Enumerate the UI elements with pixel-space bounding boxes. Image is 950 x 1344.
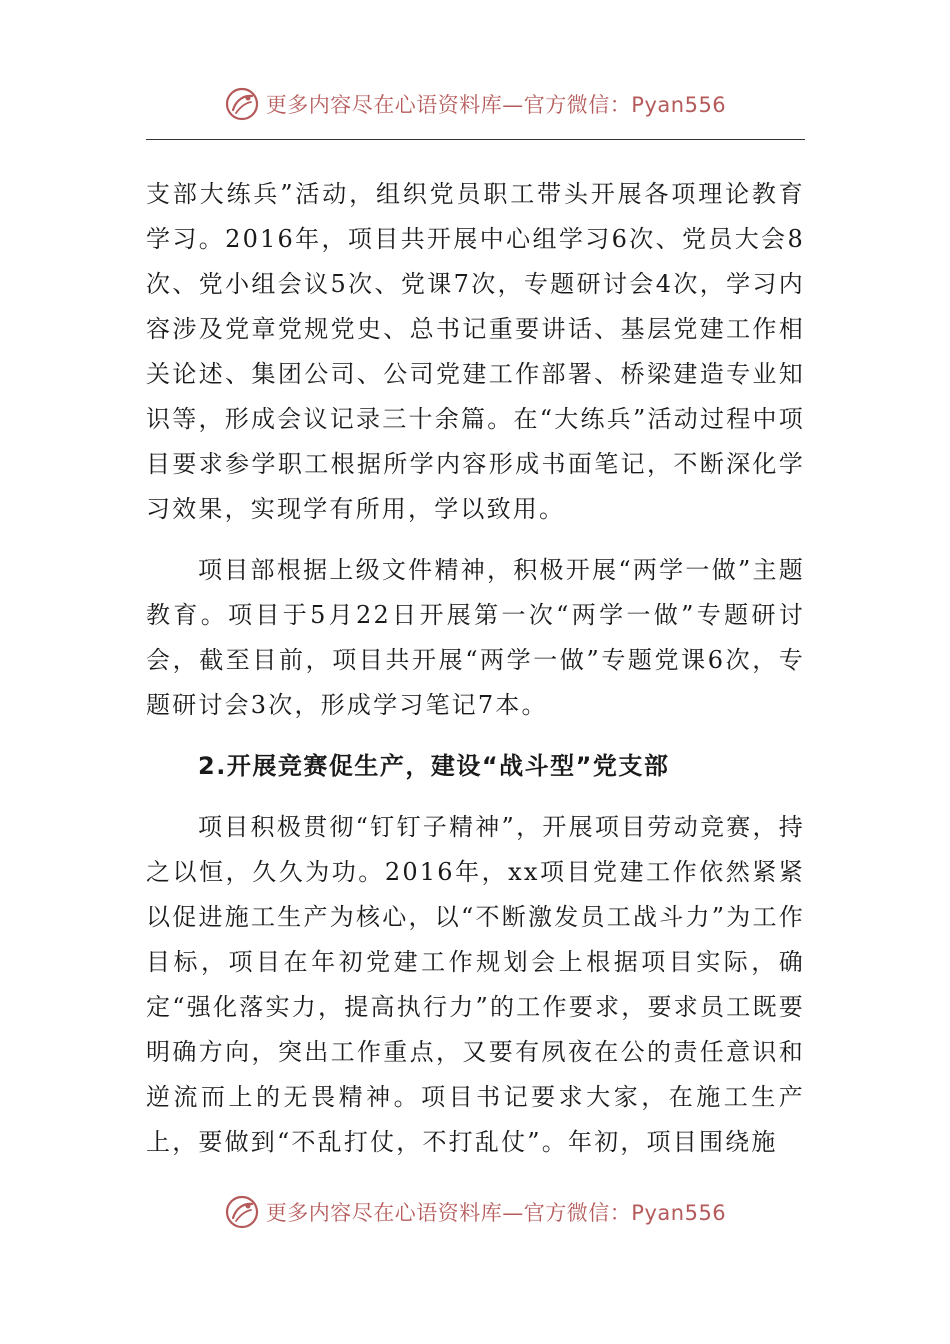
paragraph-3: 项目积极贯彻“钉钉子精神”，开展项目劳动竞赛，持之以恒，久久为功。2016年，xx项目党建工作依然紧紧以促进施工生产为核心，以“不断激发员工战斗力”为工作目标，项目在年初党建工作规划会上根据项目实际，确定“强化落实力，提高执行力”的工作要求，要求员工既要明确方向，突出工作重点，又要有夙夜在公的责任意识和逆流而上的无畏精神。项目书记要求大家，在施工生产上，要做到“不乱打仗，不打乱仗”。年初，项目围绕施 bbox=[146, 813, 805, 1156]
logo-icon bbox=[224, 86, 260, 122]
section-heading: 2.开展竞赛促生产，建设“战斗型”党支部 bbox=[198, 752, 670, 780]
footer-banner-text: 更多内容尽在心语资料库—官方微信：Pyan556 bbox=[265, 1201, 727, 1225]
logo-icon bbox=[224, 1194, 260, 1230]
header-banner bbox=[0, 84, 950, 124]
header-banner-text: 更多内容尽在心语资料库—官方微信：Pyan556 bbox=[265, 93, 727, 117]
document-body bbox=[146, 172, 805, 1165]
footer-banner bbox=[0, 1192, 950, 1232]
paragraph-2: 项目部根据上级文件精神，积极开展“两学一做”主题教育。项目于5月22日开展第一次“两学一做”专题研讨会，截至目前，项目共开展“两学一做”专题党课6次，专题研讨会3次，形成学习笔记7本。 bbox=[146, 556, 805, 719]
paragraph-1: 支部大练兵”活动，组织党员职工带头开展各项理论教育学习。2016年，项目共开展中心组学习6次、党员大会8次、党小组会议5次、党课7次，专题研讨会4次，学习内容涉及党章党规党史、总书记重要讲话、基层党建工作相关论述、集团公司、公司党建工作部署、桥梁建造专业知识等，形成会议记录三十余篇。在“大练兵”活动过程中项目要求参学职工根据所学内容形成书面笔记，不断深化学习效果，实现学有所用，学以致用。 bbox=[146, 180, 805, 523]
header-divider bbox=[146, 139, 805, 140]
